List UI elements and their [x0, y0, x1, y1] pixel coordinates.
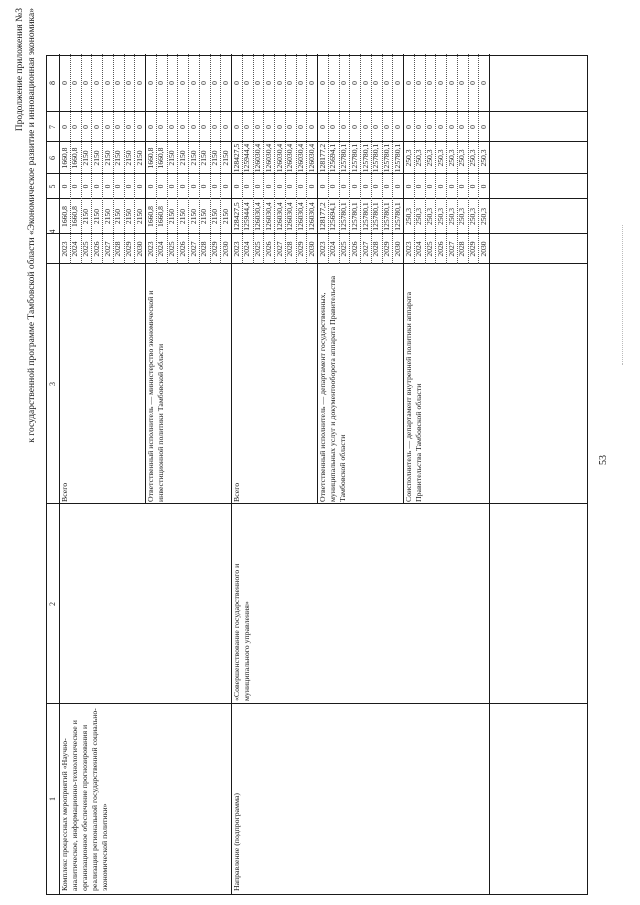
table-cell: 2023	[59, 241, 69, 257]
table-cell: 0	[167, 81, 176, 85]
table-cell: 0	[457, 125, 467, 129]
table-cell: 0	[167, 184, 176, 189]
table-cell: 0	[468, 184, 477, 189]
table-cell: 2023	[317, 241, 327, 257]
table-cell: 0	[59, 125, 69, 129]
table-cell: 250,3	[414, 149, 424, 167]
table-cell: 0	[134, 184, 144, 189]
table-cell: 0	[274, 125, 284, 129]
table-cell: 126030,4	[306, 202, 316, 231]
table-cell: 250,3	[478, 207, 488, 226]
table-cell: 2150	[220, 208, 230, 225]
table-cell: 0	[91, 184, 101, 189]
table-cell: 0	[446, 184, 456, 189]
table-cell: 0	[403, 125, 413, 129]
table-cell: 0	[156, 184, 166, 189]
table-cell: 0	[371, 125, 381, 129]
table-cell: 0	[285, 184, 295, 189]
table-cell: 250,3	[403, 149, 413, 167]
table-cell: 126030,4	[274, 202, 284, 231]
table-cell: 0	[242, 125, 252, 129]
table-cell: 2026	[91, 241, 101, 257]
table-cell: 0	[414, 125, 424, 129]
table-cell: 0	[425, 125, 434, 129]
table-cell: 2023	[231, 241, 241, 257]
table-cell: 0	[274, 81, 284, 85]
table-cell: 2030	[478, 241, 488, 257]
table-cell: 2027	[102, 241, 112, 257]
table-cell: 0	[177, 184, 187, 189]
table-cell: 0	[317, 125, 327, 129]
table-cell: 2150	[199, 150, 209, 166]
table-cell: 0	[81, 184, 90, 189]
table-cell: 0	[177, 81, 187, 85]
table-cell: 0	[220, 184, 230, 189]
table-cell: 125780,1	[371, 202, 381, 231]
table-cell: 0	[188, 81, 198, 85]
header-cell: 1	[48, 797, 57, 801]
section-name: Направление (подпрограмма)	[232, 792, 241, 891]
table-cell: 0	[242, 81, 252, 85]
table-cell: 126030,4	[253, 202, 262, 231]
table-cell: 125780,1	[349, 202, 359, 231]
table-cell: 0	[349, 184, 359, 189]
table-cell: 128427,5	[231, 202, 241, 231]
table-cell: 0	[306, 125, 316, 129]
table-cell: 0	[124, 81, 133, 85]
table-cell: 126030,4	[306, 143, 316, 173]
table-cell: 125780,1	[339, 143, 348, 173]
table-cell: 0	[285, 81, 295, 85]
table-cell: 250,3	[468, 149, 477, 167]
table-cell: 126030,4	[263, 202, 273, 231]
table-cell: 0	[156, 81, 166, 85]
table-cell: 0	[306, 184, 316, 189]
table-cell: 2028	[371, 241, 381, 257]
table-cell: 125780,1	[392, 143, 402, 173]
table-cell: 2025	[253, 241, 262, 257]
table-cell: 0	[199, 81, 209, 85]
table-cell: 0	[317, 184, 327, 189]
table-cell: 0	[457, 81, 467, 85]
table-cell: 2027	[360, 241, 370, 257]
table-cell: 125780,1	[360, 202, 370, 231]
table-cell: 250,3	[425, 207, 434, 226]
table-cell: 2150	[188, 150, 198, 166]
table-cell: 0	[403, 184, 413, 189]
table-cell: 2030	[134, 241, 144, 257]
table-cell: 2024	[70, 241, 80, 257]
header-cell: 7	[48, 125, 57, 129]
appendix-caption: Продолжение приложения №3	[15, 8, 25, 132]
table-cell: 125694,1	[328, 202, 338, 231]
table-cell: 2150	[210, 208, 219, 225]
table-cell: 125780,1	[382, 202, 391, 231]
table-cell: 2150	[220, 150, 230, 166]
table-cell: 1660,8	[145, 147, 155, 169]
executor-label: Ответственный исполнитель — министерство экономической и инвестиционной политики Тамбовской области	[146, 290, 165, 502]
table-cell: 126030,4	[285, 143, 295, 173]
table-cell: 2026	[435, 241, 445, 257]
table-cell: 1660,8	[156, 206, 166, 227]
table-cell: 250,3	[478, 149, 488, 167]
table-cell: 0	[457, 184, 467, 189]
table-cell: 2150	[199, 208, 209, 225]
table-cell: 2028	[113, 241, 123, 257]
table-cell: 2025	[167, 241, 176, 257]
table-cell: 0	[468, 125, 477, 129]
table-cell: 0	[296, 125, 305, 129]
budget-table	[46, 55, 588, 895]
table-cell: 2024	[328, 241, 338, 257]
header-cell: 5	[48, 184, 57, 189]
table-cell: 126030,4	[274, 143, 284, 173]
table-cell: 2150	[102, 150, 112, 166]
table-cell: 126030,4	[253, 143, 262, 173]
table-cell: 0	[220, 125, 230, 129]
table-cell: 0	[371, 81, 381, 85]
table-cell: 0	[339, 81, 348, 85]
table-cell: 0	[382, 125, 391, 129]
table-cell: 0	[360, 184, 370, 189]
table-cell: 0	[220, 81, 230, 85]
table-cell: 0	[167, 125, 176, 129]
table-cell: 0	[59, 184, 69, 189]
table-cell: 0	[446, 125, 456, 129]
table-cell: 2024	[414, 241, 424, 257]
table-cell: 2027	[274, 241, 284, 257]
table-cell: 126030,4	[296, 143, 305, 173]
table-cell: 2028	[285, 241, 295, 257]
table-cell: 2150	[124, 150, 133, 166]
table-cell: 125944,4	[242, 202, 252, 231]
table-cell: 2029	[124, 241, 133, 257]
table-cell: 2150	[188, 208, 198, 225]
table-cell: 125780,1	[382, 143, 391, 173]
table-cell: 250,3	[446, 207, 456, 226]
table-cell: 128177,2	[317, 202, 327, 231]
table-cell: 250,3	[457, 207, 467, 226]
table-cell: 2029	[382, 241, 391, 257]
table-cell: 250,3	[414, 207, 424, 226]
table-cell: 0	[231, 81, 241, 85]
table-cell: 128427,5	[231, 143, 241, 173]
table-cell: 0	[414, 184, 424, 189]
executor-label: Всего	[232, 482, 241, 502]
table-cell: 0	[392, 184, 402, 189]
table-cell: 0	[403, 81, 413, 85]
table-cell: 2029	[296, 241, 305, 257]
table-cell: 0	[124, 125, 133, 129]
table-cell: 0	[177, 125, 187, 129]
table-cell: 0	[328, 184, 338, 189]
table-cell: 0	[468, 81, 477, 85]
table-cell: 2027	[188, 241, 198, 257]
table-cell: 0	[414, 81, 424, 85]
table-cell: 0	[102, 184, 112, 189]
table-cell: 0	[156, 125, 166, 129]
scan-artifact	[622, 225, 629, 365]
table-cell: 2150	[124, 208, 133, 225]
table-cell: 2025	[339, 241, 348, 257]
table-cell: 126030,4	[285, 202, 295, 231]
table-cell: 0	[317, 81, 327, 85]
executor-label: Соисполнитель — департамент внутренней политики аппарата Правительства Тамбовской области	[404, 291, 423, 502]
table-cell: 2150	[91, 208, 101, 225]
table-cell: 0	[263, 81, 273, 85]
table-cell: 0	[478, 81, 488, 85]
table-cell: 250,3	[435, 149, 445, 167]
table-cell: 2150	[81, 150, 90, 166]
table-cell: 0	[145, 125, 155, 129]
table-cell: 2030	[392, 241, 402, 257]
table-cell: 0	[210, 184, 219, 189]
table-cell: 250,3	[457, 149, 467, 167]
table-cell: 125780,1	[360, 143, 370, 173]
table-cell: 2150	[177, 208, 187, 225]
table-cell: 0	[199, 184, 209, 189]
table-cell: 2029	[210, 241, 219, 257]
table-cell: 0	[435, 184, 445, 189]
section-name: Комплекс процессных мероприятий «Научно-аналитическое, информационно-технологическое и организационное обеспечение прогнозирования и реализации региональной государственной социально-экономической политики»	[60, 708, 109, 891]
column-divider	[47, 703, 587, 704]
table-cell: 0	[306, 81, 316, 85]
table-cell: 0	[425, 184, 434, 189]
table-cell: 2026	[349, 241, 359, 257]
table-cell: 2024	[242, 241, 252, 257]
section-divider	[489, 54, 490, 894]
table-cell: 0	[339, 184, 348, 189]
table-cell: 0	[188, 184, 198, 189]
table-cell: 0	[102, 125, 112, 129]
table-cell: 2027	[446, 241, 456, 257]
table-cell: 1660,8	[156, 147, 166, 169]
table-cell: 0	[382, 81, 391, 85]
table-cell: 2150	[91, 150, 101, 166]
table-cell: 0	[91, 125, 101, 129]
header-cell: 8	[48, 81, 57, 85]
table-cell: 0	[70, 184, 80, 189]
table-cell: 0	[296, 81, 305, 85]
table-cell: 125944,4	[242, 143, 252, 173]
table-cell: 2150	[134, 150, 144, 166]
table-cell: 2030	[306, 241, 316, 257]
table-cell: 1660,8	[145, 206, 155, 227]
table-cell: 2150	[81, 208, 90, 225]
table-cell: 0	[210, 125, 219, 129]
table-cell: 0	[231, 125, 241, 129]
table-cell: 0	[242, 184, 252, 189]
table-cell: 2028	[457, 241, 467, 257]
table-cell: 0	[435, 81, 445, 85]
table-cell: 0	[392, 125, 402, 129]
table-cell: 2023	[403, 241, 413, 257]
table-cell: 0	[134, 81, 144, 85]
table-cell: 0	[145, 184, 155, 189]
table-cell: 0	[113, 81, 123, 85]
table-cell: 2028	[199, 241, 209, 257]
table-cell: 0	[392, 81, 402, 85]
page-number: 53	[598, 455, 609, 465]
table-cell: 250,3	[446, 149, 456, 167]
table-cell: 0	[253, 125, 262, 129]
table-cell: 2029	[468, 241, 477, 257]
table-cell: 2150	[167, 208, 176, 225]
table-cell: 125780,1	[349, 143, 359, 173]
table-cell: 0	[91, 81, 101, 85]
table-cell: 0	[59, 81, 69, 85]
table-cell: 2023	[145, 241, 155, 257]
table-cell: 128177,2	[317, 143, 327, 173]
table-cell: 0	[199, 125, 209, 129]
header-cell: 3	[48, 382, 57, 386]
table-cell: 125780,1	[392, 202, 402, 231]
table-cell: 250,3	[468, 207, 477, 226]
table-cell: 0	[371, 184, 381, 189]
table-cell: 1660,8	[70, 147, 80, 169]
table-cell: 125780,1	[371, 143, 381, 173]
table-cell: 250,3	[435, 207, 445, 226]
executor-label: Всего	[60, 482, 69, 502]
table-cell: 0	[382, 184, 391, 189]
table-cell: 2150	[134, 208, 144, 225]
table-cell: 2025	[81, 241, 90, 257]
table-cell: 0	[134, 125, 144, 129]
header-cell: 4	[48, 229, 57, 234]
header-cell: 6	[48, 156, 57, 160]
table-cell: 0	[81, 81, 90, 85]
table-cell: 2150	[167, 150, 176, 166]
table-cell: 0	[253, 184, 262, 189]
table-cell: 0	[263, 125, 273, 129]
table-cell: 0	[81, 125, 90, 129]
table-cell: 0	[349, 125, 359, 129]
table-cell: 0	[274, 184, 284, 189]
table-cell: 0	[253, 81, 262, 85]
table-cell: 2025	[425, 241, 434, 257]
table-cell: 0	[296, 184, 305, 189]
table-cell: 250,3	[403, 207, 413, 226]
table-cell: 0	[478, 125, 488, 129]
table-cell: 0	[349, 81, 359, 85]
table-cell: 126030,4	[263, 143, 273, 173]
table-cell: 0	[328, 125, 338, 129]
table-cell: 2026	[177, 241, 187, 257]
header-cell: 2	[48, 602, 57, 606]
table-cell: 0	[70, 125, 80, 129]
table-cell: 0	[425, 81, 434, 85]
table-cell: 0	[478, 184, 488, 189]
table-cell: 0	[145, 81, 155, 85]
table-cell: 0	[360, 81, 370, 85]
table-cell: 1660,8	[70, 206, 80, 227]
table-cell: 0	[435, 125, 445, 129]
table-cell: 0	[102, 81, 112, 85]
table-cell: 125694,1	[328, 143, 338, 173]
table-cell: 0	[231, 184, 241, 189]
table-cell: 2150	[113, 150, 123, 166]
table-cell: 2024	[156, 241, 166, 257]
section-title: «Совершенствование государственного и муниципального управления»	[232, 563, 251, 701]
table-cell: 0	[188, 125, 198, 129]
table-cell: 0	[328, 81, 338, 85]
table-cell: 2030	[220, 241, 230, 257]
table-cell: 0	[210, 81, 219, 85]
table-cell: 2150	[210, 150, 219, 166]
table-cell: 0	[113, 184, 123, 189]
table-cell: 0	[360, 125, 370, 129]
table-cell: 0	[263, 184, 273, 189]
table-cell: 2150	[177, 150, 187, 166]
table-cell: 1660,8	[59, 147, 69, 169]
table-cell: 126030,4	[296, 202, 305, 231]
table-cell: 0	[339, 125, 348, 129]
table-cell: 2150	[113, 208, 123, 225]
program-caption: к государственной программе Тамбовской области «Экономическое развитие и инновационная экономика»	[27, 8, 37, 443]
table-cell: 0	[70, 81, 80, 85]
table-cell: 2150	[102, 208, 112, 225]
table-cell: 250,3	[425, 149, 434, 167]
table-cell: 2026	[263, 241, 273, 257]
table-cell: 1660,8	[59, 206, 69, 227]
table-cell: 0	[124, 184, 133, 189]
executor-label: Ответственный исполнитель — департамент государственных, муниципальных услуг и документооборота аппарата Правительства Тамбовской области	[318, 275, 347, 502]
table-cell: 0	[446, 81, 456, 85]
table-cell: 125780,1	[339, 202, 348, 231]
table-cell: 0	[113, 125, 123, 129]
table-cell: 0	[285, 125, 295, 129]
